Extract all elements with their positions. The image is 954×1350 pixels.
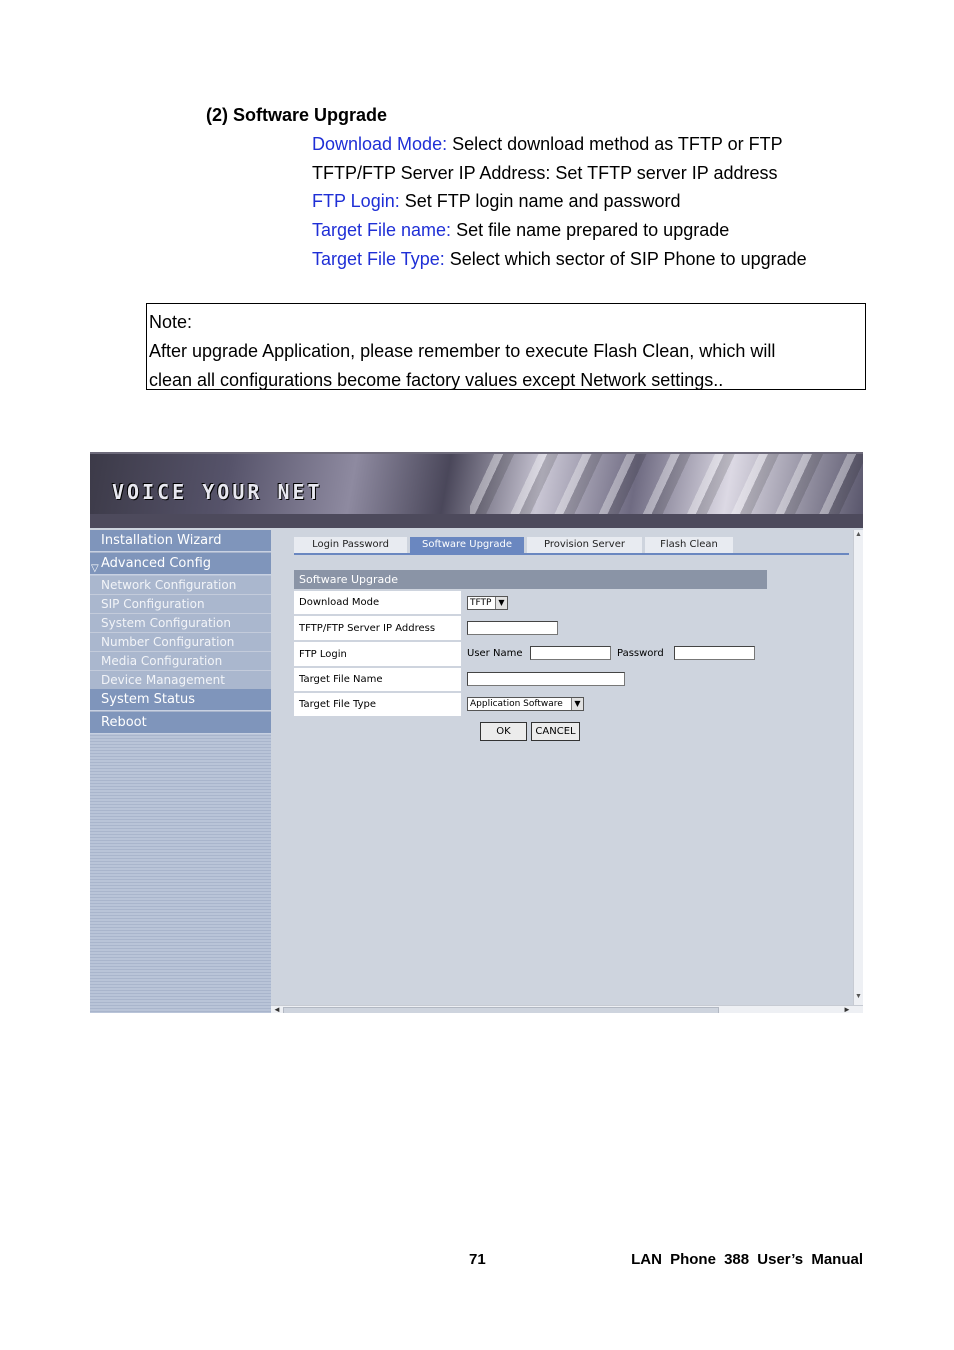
dropdown-arrow-icon: ▼	[571, 698, 583, 710]
user-name-label: User Name	[467, 648, 523, 659]
sidebar-item-media-configuration[interactable]	[90, 652, 271, 671]
desc-text: Set file name prepared to upgrade	[451, 220, 730, 240]
target-file-type-label: Target File Type	[294, 693, 461, 716]
sidebar-item-label: Installation Wizard	[101, 533, 222, 548]
cancel-button[interactable]: CANCEL	[531, 722, 580, 741]
sidebar-item-label: Media Configuration	[101, 654, 223, 668]
desc-server-ip	[312, 163, 778, 184]
desc-term: FTP Login:	[312, 191, 400, 211]
server-ip-input[interactable]	[467, 621, 558, 635]
scroll-down-icon[interactable]: ▼	[855, 993, 862, 1000]
password-label: Password	[617, 648, 664, 659]
banner-logo-text: VOICE YOUR NET	[112, 480, 323, 504]
tab-underline	[294, 553, 849, 555]
form-title: Software Upgrade	[294, 570, 767, 589]
desc-text: Set FTP login name and password	[399, 191, 681, 211]
tab-login-password[interactable]: Login Password	[294, 537, 407, 553]
vertical-scrollbar[interactable]	[853, 530, 863, 1005]
sidebar-item-label: Number Configuration	[101, 635, 235, 649]
desc-target-file-name	[312, 220, 729, 241]
desc-text: Select download method as TFTP or FTP	[447, 134, 783, 154]
sidebar	[90, 530, 271, 1013]
sidebar-item-label: System Configuration	[101, 616, 231, 630]
sidebar-item-number-configuration[interactable]	[90, 633, 271, 652]
sidebar-item-sip-configuration[interactable]	[90, 595, 271, 614]
desc-ftp-login	[312, 191, 681, 212]
server-ip-label: TFTP/FTP Server IP Address	[294, 616, 461, 640]
expand-triangle-icon: ▽	[91, 563, 99, 574]
banner-bottom-bar	[90, 514, 863, 528]
password-input[interactable]	[674, 646, 755, 660]
sidebar-item-label: SIP Configuration	[101, 597, 205, 611]
desc-term: Download Mode:	[312, 134, 448, 154]
desc-target-file-type	[312, 249, 807, 270]
main-content	[271, 530, 853, 1005]
horizontal-scrollbar[interactable]	[271, 1005, 863, 1013]
scroll-thumb[interactable]	[283, 1007, 719, 1013]
sidebar-item-label: Network Configuration	[101, 578, 237, 592]
sidebar-item-advanced-config[interactable]	[90, 553, 271, 575]
note-line-1: After upgrade Application, please remember to execute Flash Clean, which will	[149, 341, 776, 361]
desc-term: Target File Type:	[312, 249, 445, 269]
sidebar-item-system-status[interactable]	[90, 689, 271, 711]
download-mode-select[interactable]	[467, 596, 508, 610]
download-mode-label: Download Mode	[294, 591, 461, 614]
desc-term: Target File name:	[312, 220, 452, 240]
tab-provision-server[interactable]: Provision Server	[527, 537, 642, 553]
sidebar-item-label: Reboot	[101, 715, 147, 730]
sidebar-item-label: Advanced Config	[101, 556, 212, 571]
target-file-type-select[interactable]	[467, 697, 584, 711]
target-file-name-input[interactable]	[467, 672, 625, 686]
scroll-left-icon[interactable]: ◄	[273, 1005, 281, 1013]
sidebar-item-device-management[interactable]	[90, 671, 271, 690]
note-label: Note:	[149, 312, 193, 332]
tab-flash-clean[interactable]: Flash Clean	[645, 537, 733, 553]
scroll-right-icon[interactable]: ►	[843, 1005, 851, 1013]
sidebar-item-label: Device Management	[101, 673, 225, 687]
desc-text: TFTP/FTP Server IP Address: Set TFTP server IP address	[312, 163, 778, 183]
note-box	[146, 303, 866, 390]
sidebar-item-reboot[interactable]	[90, 712, 271, 734]
sidebar-item-network-configuration[interactable]	[90, 576, 271, 595]
desc-text: Select which sector of SIP Phone to upgrade	[444, 249, 807, 269]
ftp-login-label: FTP Login	[294, 642, 461, 666]
manual-title: LAN Phone 388 User’s Manual	[631, 1251, 863, 1268]
sidebar-item-label: System Status	[101, 692, 196, 707]
select-value: Application Software	[470, 699, 563, 709]
sidebar-item-system-configuration[interactable]	[90, 614, 271, 633]
select-value: TFTP	[470, 598, 492, 608]
ok-button[interactable]: OK	[480, 722, 527, 741]
section-heading: (2) Software Upgrade	[206, 105, 388, 125]
sidebar-item-installation-wizard[interactable]	[90, 530, 271, 552]
scroll-up-icon[interactable]: ▲	[855, 531, 862, 538]
target-file-name-label: Target File Name	[294, 668, 461, 691]
note-line-2: clean all configurations become factory values except Network settings..	[149, 370, 724, 390]
desc-download-mode	[312, 134, 783, 155]
web-ui-screenshot	[90, 452, 863, 1013]
user-name-input[interactable]	[530, 646, 611, 660]
tab-software-upgrade[interactable]: Software Upgrade	[410, 537, 524, 553]
dropdown-arrow-icon: ▼	[495, 597, 507, 609]
page-number: 71	[469, 1251, 486, 1268]
